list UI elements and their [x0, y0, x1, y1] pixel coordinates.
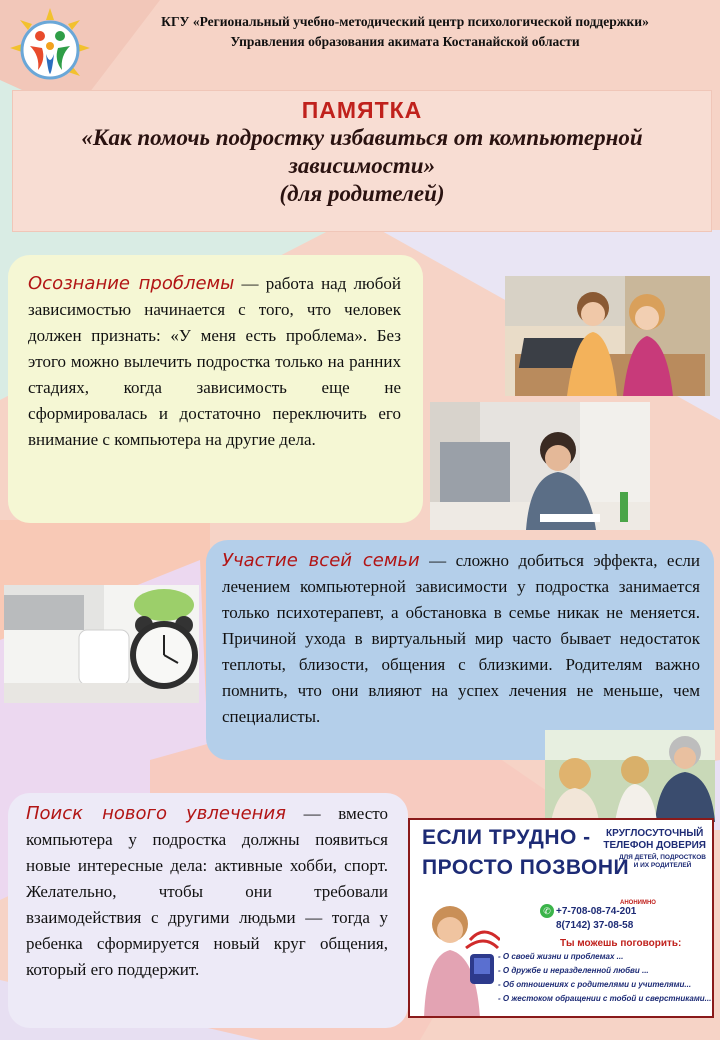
section-heading: Поиск нового увлечения [26, 803, 286, 824]
org-line-2: Управления образования акимата Костанайской области [230, 34, 580, 49]
page-subtitle: «Как помочь подростку избавиться от компьютерной зависимости» [81, 125, 643, 178]
hotline-subtitle [619, 854, 706, 870]
organization-header [100, 12, 710, 52]
hotline-sub-1: ДЛЯ ДЕТЕЙ, ПОДРОСТКОВ [618, 854, 706, 861]
alarm-clock-photo [4, 585, 199, 703]
section-awareness [8, 255, 423, 523]
logo-icon [8, 6, 92, 90]
hotline-sub-2: И ИХ РОДИТЕЛЕЙ [633, 862, 692, 869]
hotline-title-2: ТЕЛЕФОН ДОВЕРИЯ [603, 840, 706, 851]
section-heading: Осознание проблемы [28, 273, 235, 294]
audience-label: (для родителей) [279, 181, 445, 206]
section-new-hobby [8, 793, 408, 1028]
section-text: — сложно добиться эффекта, если лечением компьютерной зависимости у подростка занимается только психотерапевт, а обстановка в семье никак не меняется. Причиной ухода в виртуальный мир часто бывает недостаток теплоты, близости, общения с близкими. Родителям важно помнить, что они влияют на успех лечения не меньше, чем специалисты. [222, 551, 700, 726]
section-text: — работа над любой зависимостью начинается с того, что человек должен признать: «У меня есть проблема». Без этого можно вылечить подростка только на ранних стадиях, когда зависимость еще не сформировалась и достаточно переключить его внимание с компьютера на другие дела. [28, 274, 401, 449]
section-text: — вместо компьютера у подростка должны появиться новые интересные дела: активные хобби, спорт. Желательно, чтобы они требовали взаимодействия с другими людьми — тогда у ребенка сформируется новый круг общения, который его поддержит. [26, 804, 388, 979]
crying-child-illustration [410, 884, 500, 1018]
whatsapp-icon: ✆ [540, 904, 554, 918]
section-family [206, 540, 714, 760]
topic-item: - Об отношениях с родителями и учителями... [498, 980, 692, 989]
phone-2: 8(7142) 37-08-58 [556, 920, 634, 931]
hotline-title-1: КРУГЛОСУТОЧНЫЙ [606, 828, 704, 839]
family-photo [545, 730, 715, 822]
anonymous-label: АНОНИМНО [620, 900, 656, 906]
topic-item: - О своей жизни и проблемах ... [498, 952, 624, 961]
talk-title: Ты можешь поговорить: [560, 938, 682, 949]
section-heading: Участие всей семьи [222, 550, 420, 571]
title-box [12, 90, 712, 232]
topic-item: - О жестоком обращении с тобой и сверстниками... [498, 994, 712, 1003]
page-title: ПАМЯТКА [301, 97, 423, 123]
mother-daughter-laptop-photo [505, 276, 710, 396]
org-line-1: КГУ «Региональный учебно-методический центр психологической поддержки» [161, 14, 649, 29]
poster-headline-2: ПРОСТО ПОЗВОНИ [422, 856, 630, 879]
boy-studying-photo [430, 402, 650, 530]
phone-1: +7-708-08-74-201 [556, 906, 637, 917]
hotline-title [603, 828, 706, 852]
helpline-poster [408, 818, 714, 1018]
topics-list [498, 952, 712, 1008]
poster-headline-1: ЕСЛИ ТРУДНО - [422, 826, 591, 849]
topic-item: - О дружбе и неразделенной любви ... [498, 966, 649, 975]
